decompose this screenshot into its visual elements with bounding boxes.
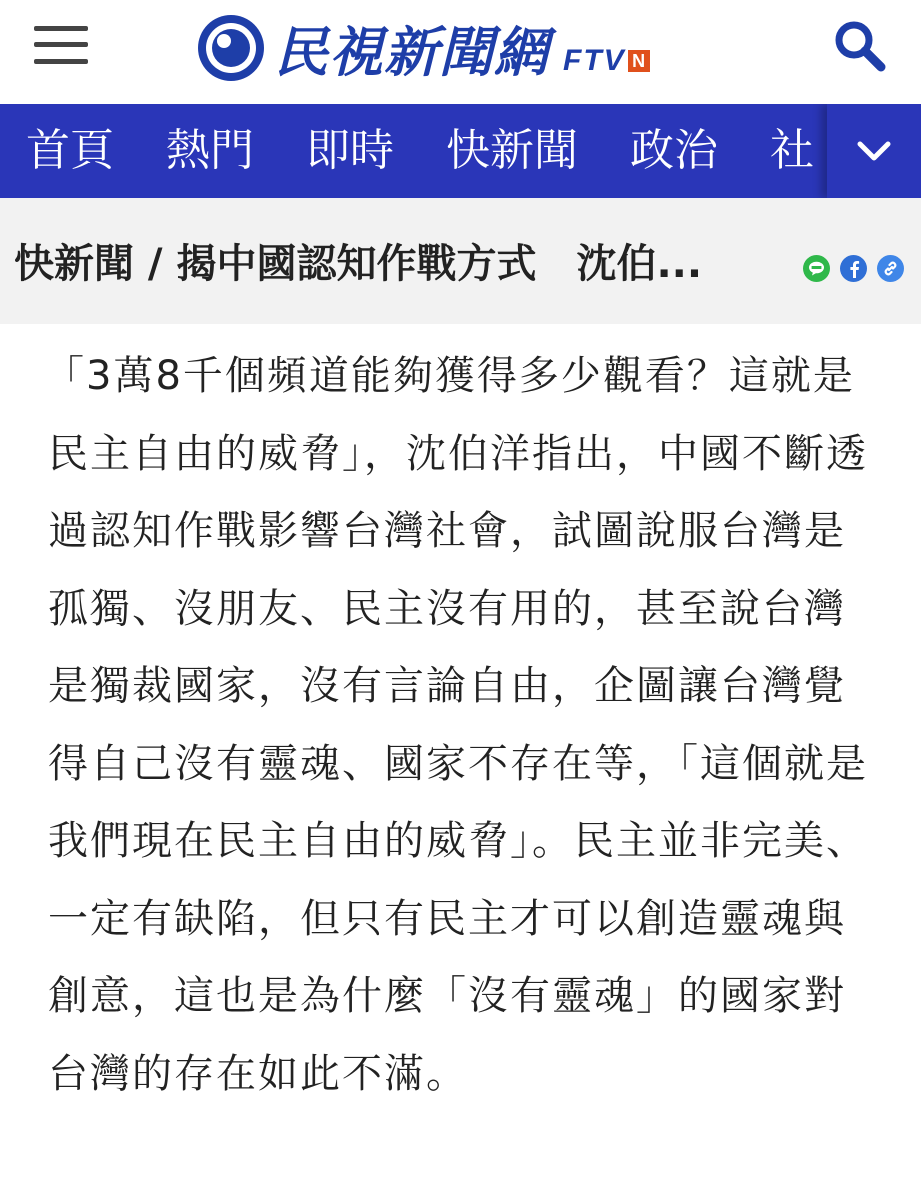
nav-item-home[interactable]: 首頁 [26, 125, 114, 176]
nav-expand-button[interactable] [827, 104, 921, 198]
nav-item-society[interactable]: 社 [770, 125, 814, 176]
logo-sub-text: FTV [563, 44, 626, 77]
nav-item-popular[interactable]: 熱門 [166, 125, 254, 176]
nav-items [0, 104, 840, 198]
article-paragraph: 「3萬8千個頻道能夠獲得多少觀看？這就是民主自由的威脅」，沈伯洋指出，中國不斷透過認知作戰影響台灣社會，試圖說服台灣是孤獨、沒朋友、民主沒有用的，甚至說台灣是獨裁國家，沒有言論自由，企圖讓台灣覺得自己沒有靈魂、國家不存在等，「這個就是我們現在民主自由的威脅」。民主並非完美、一定有缺陷，但只有民主才可以創造靈魂與創意，這也是為什麼「沒有靈魂」的國家對台灣的存在如此不滿。 [44, 353, 868, 1097]
logo-badge: N [628, 50, 650, 72]
chevron-down-icon [856, 139, 892, 163]
nav-item-realtime[interactable]: 即時 [306, 125, 394, 176]
nav-item-politics[interactable]: 政治 [630, 125, 718, 176]
category-nav [0, 104, 921, 198]
logo-text: 民視新聞網 [274, 20, 549, 84]
link-icon[interactable] [877, 255, 904, 282]
facebook-icon[interactable] [840, 255, 867, 282]
share-buttons [803, 255, 904, 282]
article-title: 快新聞 / 揭中國認知作戰方式 沈伯... [14, 241, 703, 287]
article-title-bar [0, 198, 921, 324]
hamburger-menu-icon[interactable] [34, 24, 88, 66]
site-header [0, 0, 921, 104]
site-logo[interactable] [196, 8, 650, 88]
logo-subtitle [563, 44, 650, 78]
article-body [44, 338, 878, 1113]
nav-item-quick-news[interactable]: 快新聞 [446, 125, 578, 176]
search-icon[interactable] [832, 18, 888, 74]
line-icon[interactable] [803, 255, 830, 282]
ftv-logo-icon [196, 13, 266, 83]
